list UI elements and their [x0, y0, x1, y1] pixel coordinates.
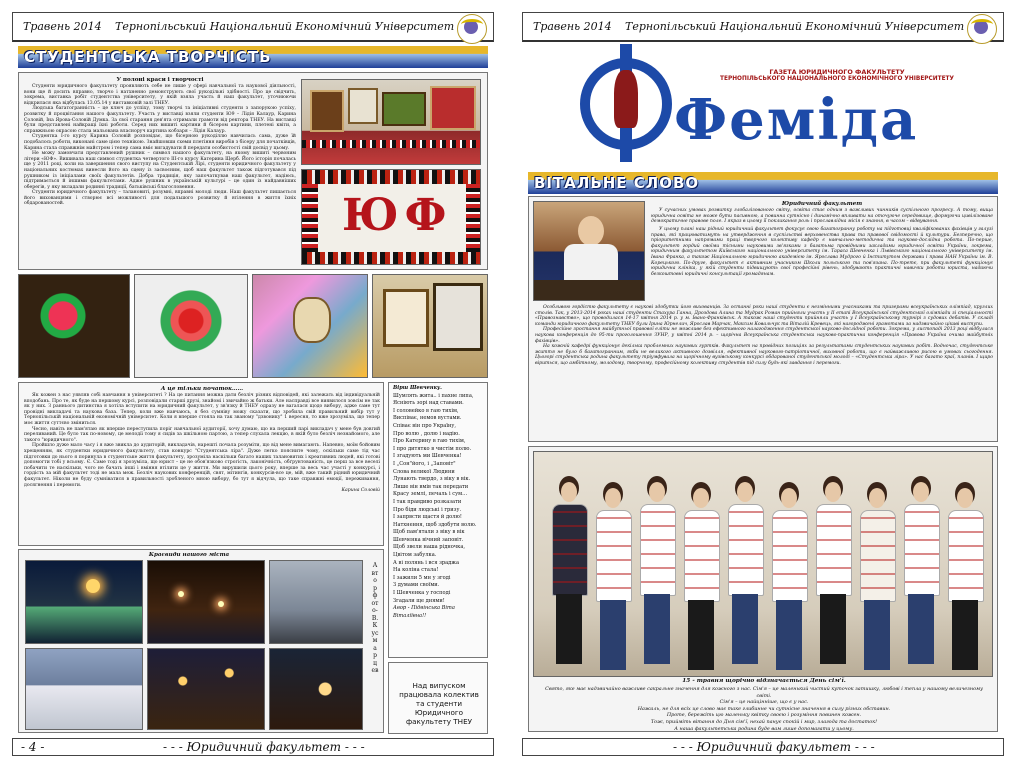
poem-line: Щоб звели наша рідночка,: [393, 544, 465, 551]
greeting-article: [528, 196, 998, 442]
greeting-paragraph: Особливою гордістю факультету є наукові здобутки його вихованців. За останні роки наші студенти є незмінними учасниками та призерами всеукраїнських олімпіад, круглих столів. Так, у 2013-2014 роках наші студенти Стахура Ганна, Дроздова Алина та Мудрак Роман прийняли участь у ІІ етапі Всеукраїнської студентської олімпіади зі спеціальності «Правознавство», що проводилася 14-17 квітня 2014 р. у м. Івано-Франківськ. А також наші студенти прийняли участь у І Всеукраїнському турнірі з судових дебатів. У складі команди юридичного факультету ТНЕУ були Ірина Юрнелич, Ярослав Марчак, Максим Ковальчук та Віталій Кревець, які нагороджені грамотами за надзвичайно цікаві виступи.: [535, 305, 993, 327]
article-creativity: [18, 72, 488, 270]
craft-photo-framed-works: [372, 274, 488, 378]
header-month: Травень 2014: [533, 20, 612, 33]
poem-line: Згадали ще днями!: [393, 597, 445, 604]
person-figure: [684, 510, 720, 602]
left-page: [12, 12, 494, 756]
person-figure: [948, 510, 984, 602]
poem-line: Про біди людські і гризу.: [393, 506, 462, 513]
person-figure: [781, 488, 797, 508]
poem-author: Авор - Підвінська Віта Віталіївна!!: [393, 605, 455, 619]
greeting-title: Юридичний факультет: [781, 201, 863, 207]
poem-line: Натхнення, щоб здобути волю.: [393, 521, 477, 528]
poem-line: На коліна стала!: [393, 567, 439, 574]
header-university: Тернопільський Національний Економічний Університет: [115, 20, 455, 33]
section-banner-greeting: [528, 172, 998, 194]
gallery-title: Краєвиди нашого міста: [148, 552, 230, 558]
city-photo-2: [147, 560, 265, 644]
craft-photo-beaded-flowers: [18, 274, 130, 378]
person-figure: [600, 600, 626, 670]
person-figure: [957, 488, 973, 508]
poem-line: І зажили 5 мн у згоді: [393, 574, 451, 581]
exhibition-photo: [301, 79, 481, 165]
city-photo-6: [269, 648, 363, 730]
right-page-header: [522, 12, 1004, 42]
dedication-box: [388, 662, 488, 734]
university-logo-icon: [967, 14, 997, 44]
masthead: [562, 44, 982, 168]
greeting-paragraph: У цьому плані наш рідний юридичний факультет фокусує свою багатогранну роботу на підготовці кваліфікованих фахівців у галузі права, які працюватимуть на утвердження в суспільстві верховенства права та правової свідомості й культури. Безперечно, що пріоритетними напрямами праці творчого колективу кафедр є навчально-методична та науково-дослідна робота. По-перше, факультет гордий своїми тісними науковими зв'язками з багатьма провідними закладами юридичної освіти України, зокрема, юридичним факультетом Київського національного університету ім. Тараса Шевченка і Львівського національного університету ім. Івана Франка, а також Національною юридичною академією ім. Ярослава Мудрого й Інститутом держави і права НАН України ім. В. Корецького. По-друге, факультет є активним учасником Школи польського та пов'язана. По-третє, при факультеті функціонує юридична клініка, у якій студенти підвищують свої професійні рівень, здобувають практичні навички роботи юриста, надаючи безкоштовні юридичні консультації громадянам.: [651, 227, 993, 277]
left-page-footer: [12, 738, 494, 756]
masthead-tagline: ГАЗЕТА ЮРИДИЧНОГО ФАКУЛЬТЕТУ: [769, 68, 905, 76]
city-photo-5: [147, 648, 265, 730]
poem-line: І запрвсти щастя й долю!: [393, 514, 462, 521]
person-figure: [640, 504, 676, 596]
framed-picture: [310, 90, 344, 132]
poem-line: Співає він про Україну,: [393, 422, 456, 429]
poem-line: Лише він вмів так передати: [393, 483, 469, 490]
person-figure: [596, 510, 632, 602]
poem-line: І про дитятко в чистім полю.: [393, 445, 472, 452]
poem-text: [393, 385, 485, 620]
article-paragraph: Студентка I-го курсу Карина Соловій розповідає, що бісерною рукоділлю навчилась сама, дуже їй подобалось роботи, виконані саме цією технікою. Знайшовши схеми плетіння виробів з бісеру для початківців, Карина стала справжнім майстром і тепер сама вміє вигадувати й передати особистості свій досвід у цьому.: [24, 134, 296, 151]
greeting-paragraph: У сучасних умовах розвитку глобалізованого світу, освіта стає одним з важливих чинників суспільного прогресу. А тому, вища юридична освіта не може бути пасивною, а повинна сутнісно і динамічно впливати на оточуюче середовище, формуючи цивілізоване демократичне правове поле. І якраз в цьому її покликання роль і прославлідна місія є знання, в часом – відвування.: [651, 208, 993, 225]
person-figure: [732, 594, 758, 664]
article-creativity-text: [24, 76, 296, 207]
poem-line: З думами своїми.: [393, 582, 440, 589]
person-figure: [904, 504, 940, 596]
page-number: - 4 -: [21, 740, 45, 754]
poem-line: Про волю , долю і надію.: [393, 430, 460, 437]
framed-picture: [348, 88, 378, 124]
section-title: СТУДЕНТСЬКА ТВОРЧІСТЬ: [24, 48, 272, 66]
poem-line: Слова великої Людини: [393, 468, 455, 475]
craft-photo-portrait: [252, 274, 368, 378]
person-figure: [772, 510, 808, 602]
family-day-section: [528, 446, 998, 732]
themis-statue-icon: [614, 70, 638, 128]
person-figure: [869, 488, 885, 508]
article-paragraph: Як кожен з нас уявляв собі навчання в університеті ? На це питання можна дати безліч різних відповідей, які залежать від індивідуальній вподобань. Про те, як буде на першому курсі, розповідали старші друзі, знайомі і звичайно ж батьки. Але насправді все виявилося зовсім не так як у них. З раннього дитинства я хотіла вступити на юридичний факультет, у зв'язку й ТНЕУ одразу не вагалася щодо вибору, адже саме тут провідні викладачі та наукова база. Тепер, коли вже навчаюсь, я без сумніву можу сказати, що зробила свій правильний вибір тут у Тернопільській національній економічній університет. Коли я вперше стояла на так званому "дзвонику" 1 вересня, то вже зрозуміла, що тепер моє життя суттєво зміниться.: [24, 393, 380, 426]
person-figure: [644, 594, 670, 664]
left-page-header: [12, 12, 494, 42]
article-just-the-beginning: [18, 382, 384, 546]
article-paragraph: Студенти юридичного факультету проявляють себе не лише у сфері навчальної та наукової діяльності, вони ще й досить вправно, творчо і натхненно демонструють свої рукодільні здібності. Про це свідчить, зокрема, виставка робіт студентства університету, у якій взяла участь й наш факультет, уточнюючи відкрилася яка відбулась 13.05.14 у виставковій залі ТНЕУ.: [24, 84, 296, 106]
greeting-paragraph: Професійне зростання майбутньої правової еліти не можливе без ефективного налагодження студентської науково-дослідної роботи. Зокрема, у листопаді 2013 році відбулася наукова конференція до 95-ти проголошення ЗУНР, у квітні 2014 р. – щорічна Всеукраїнська студентська науково-практична конференція «Правова Україна очима майбутніх фахівців».: [535, 327, 993, 344]
person-figure: [864, 600, 890, 670]
group-photo-caption: 15 - травня щорічно відзначається День сім'ї.: [682, 678, 846, 684]
person-figure: [649, 482, 665, 502]
person-figure: [561, 482, 577, 502]
city-photo-1: [25, 560, 143, 644]
masthead-title: Фемiда: [674, 87, 919, 153]
poem-line: Шевченка вічний заповіт.: [393, 536, 464, 543]
poem-shevchenko: [388, 382, 488, 658]
poem-line: Виспіває, немов вустами.: [393, 415, 462, 422]
masthead-tagline-2: ТЕРНОПІЛЬСЬКОГО НАЦІОНАЛЬНОГО ЕКОНОМІЧНОГО УНІВЕРСИТЕТУ: [720, 76, 954, 82]
poem-line: Лунають твердо, з віку в вік.: [393, 476, 471, 483]
dedication-text: Над випуском працювала колектив та студенти Юридичного факультету ТНЕУ: [399, 681, 479, 726]
person-figure: [776, 600, 802, 670]
greeting-paragraph: На кожній кафедрі функціонує декілька проблемних наукових гуртків. Факультет на провідних позиціях за результатами студентських наукових робіт. Водночас, студентське життя не було б багатогранним, якби не великого активного дозвілля, ефективної наукового-патріотичної, виховної роботи, що є найважливою рисою в умовах сьогодення. Цьогорі студентська родина факультету тріумфувала на щорічному вузівському конкурсі обдарованої студентської молоді – «Студентська ліра». У нас багато краї, планів. І щиро віриться, що амбітному, молодому, творчому, професійному колективу студентів під силу будь-які завдання і перемоги.: [535, 344, 993, 366]
dean-photo: [533, 201, 645, 301]
poem-title: Вірш Шевченку.: [393, 385, 442, 391]
person-figure: [693, 488, 709, 508]
university-logo-icon: [457, 14, 487, 44]
article-paragraph: Чесно, навіть не пам'ятаю як вперше переступила поріг навчальної аудиторії, хочу думаю, що на перший парі викладач у мене був довгий переливаний. Це було так по-новому, це мелодії тому я сидів за шкільною партою, а тепер слухала лекцію, в якій було безліч незнайомого, але такого "юридичного".: [24, 426, 380, 443]
towel-photo: [301, 169, 481, 265]
person-figure: [728, 504, 764, 596]
person-figure: [908, 594, 934, 664]
city-photo-3: [269, 560, 363, 644]
poem-line: І так правдиво розказати: [393, 498, 462, 505]
right-page-footer: [522, 738, 1004, 756]
poem-line: Ясніють зорі над ставами.: [393, 400, 464, 407]
city-views-gallery: [18, 549, 384, 733]
group-photo: [533, 451, 993, 677]
photo-author-text: Авторфото-В.Кусмарцев: [371, 562, 379, 674]
embroidered-cloth: [302, 140, 481, 148]
person-figure: [556, 594, 582, 664]
article-paragraph: Людська багатогранність – це ключ до успіху, тому творчі та ініціативні студенти з запорукою успіху, розвитку й процвітання нашого факультету. Участь у виставці взяли студенти Ю9 – Лідія Калаур, Карина Соловій, Іна Ярова-Соловій Думка. За свої старання дев'ята отримали грамоти від ректора ТНЕУ. На виставці були представлені найкращі їхні роботи. Серед них вишиті картини й бісером картини, плетені квіти, а справжньою окрасою стала мальована власноруч картина кобзаря – Лідія Калаур.: [24, 106, 296, 134]
article-title: А це тільки початок……: [160, 386, 244, 392]
framed-picture: [382, 92, 426, 126]
article-paragraph: Студенти юридичного факультету – талановиті, розумні, вправні молоді люди. Наш факультет пишається його вихованцями і створює всі можливості для подальшого розвитку й втілення в життя їхніх обдарованостей.: [24, 190, 296, 207]
craft-photo-embroidered-roses: [134, 274, 248, 378]
family-day-text: Свято, яке має надзвичайно важливе сакральне значення для кожного з нас. Сім'я – це маленький чистий куточок затишку, любові і тепла у нашому величезному світі. Сім'я – це найцінніше, що є у нас. Нажаль, не для всіх це слово має таке глибинне чи сутнісне значення в силу різних обставин. Проте, бережіть цю маленьку квітку своєю і розуміння повинен кожен. Тож, прийміть вітання до Дня сім'ї, нехай панує спокій і мир, злагода та достаток! А наша факультетська родина буде вам лише допомагати у цьому.: [545, 686, 983, 732]
framed-picture: [430, 86, 476, 130]
city-photo-4: [25, 648, 143, 730]
poem-line: Цвітом забулка.: [393, 552, 437, 559]
person-figure: [816, 504, 852, 596]
header-university: Тернопільський Національний Економічний Університет: [625, 20, 965, 33]
photo-author-vertical: [369, 562, 381, 675]
poem-line: І згадують ми Шевченка!: [393, 453, 462, 460]
person-figure: [860, 510, 896, 602]
section-title: ВІТАЛЬНЕ СЛОВО: [534, 174, 700, 192]
poem-line: Щоб пам'ятали з віку в вік: [393, 529, 465, 536]
footer-faculty: - - - Юридичний факультет - - -: [163, 740, 365, 754]
article-title: У полоні краси і творчості: [116, 77, 204, 83]
section-banner-student-creativity: [18, 46, 488, 68]
article-author: Карина Соловій: [341, 488, 380, 494]
person-figure: [737, 482, 753, 502]
poem-line: А ві полянь і вся зраджа: [393, 559, 460, 566]
person-figure: [605, 488, 621, 508]
person-figure: [688, 600, 714, 670]
header-month: Травень 2014: [23, 20, 102, 33]
person-figure: [825, 482, 841, 502]
poem-line: Красу землі, печаль і сум…: [393, 491, 468, 498]
towel-letters: ЮФ: [342, 190, 453, 241]
right-page: [522, 12, 1004, 756]
article-paragraph: Пройшло дуже мало часу і я вже звикла до аудиторій, викладачів, нарешті почала розуміти, що від мене вимагають. Напевно, моїм бойовим хрещенням, як студентки юридичного факультету, став конкурс "Студентська ліра". Дуже легко поясните чому, оскільки саме тід час підготовки до нього я поринула в студентське життя факультету, зрозуміла наскільки багато наших талановитих і креативних людей, які готові допомогти тобі у всьому. Є. Саме тоді я зрозуміла, що юрист – це не обов'язково строгість, лаконічність, обґрунтованість, це перш за все веселі побачити те наскільки, чого не бачать інші і вміння втілити це у життя. Ми вирушили цього року, вперше за весь час участі у конкурсі, і гордість за мій факультет тоді не мала меж. Безліч наукових конференцій, свят, мітингів, конкурсів-все це, мій, вже такий рідний юридичний факультет. Ніколи не буду сумніватися в правильності зробленого мною вибору, бо тут я відчула, що таке справжні емоції, переживання, досягнення і перемоги.: [24, 443, 380, 488]
person-figure: [552, 504, 588, 596]
poem-line: І „Сон"його, і „Заповіт": [393, 460, 456, 467]
poem-line: Шумлять жита.. і пахне липа,: [393, 392, 474, 399]
person-figure: [820, 594, 846, 664]
person-figure: [913, 482, 929, 502]
poem-line: І Шевченка у господі: [393, 590, 451, 597]
poem-line: І соловейко в гаю тихім,: [393, 407, 459, 414]
article-paragraph: Не можу замовчати представлений рушник – символ нашого факультету, на якому вишиті червоним літери «ЮФ». Вишивала наш символ студентка четвертого III-го курсу Катерина Щерб. Його історія почалась ще у 2011 році, коли на завершення свого виступу на Студентській Лірі, студенти юридичного факультету у національних костюмах винесли його на сцену із засвоєним, щоб наш факультет також підготувався під рушником із ініціалами своїх факультетів. Добра традиція, яку започаткував наш факультет, надіюсь, підтримається й іншими факультетами. Адже рушник в українській культурі – це один із найдавніших оберегів, у яку вкладали родинні традиції, батьківські благословення.: [24, 151, 296, 190]
footer-faculty: - - - Юридичний факультет - - -: [673, 740, 875, 754]
person-figure: [952, 600, 978, 670]
poem-line: Про Катерину в гаю тихім,: [393, 438, 466, 445]
